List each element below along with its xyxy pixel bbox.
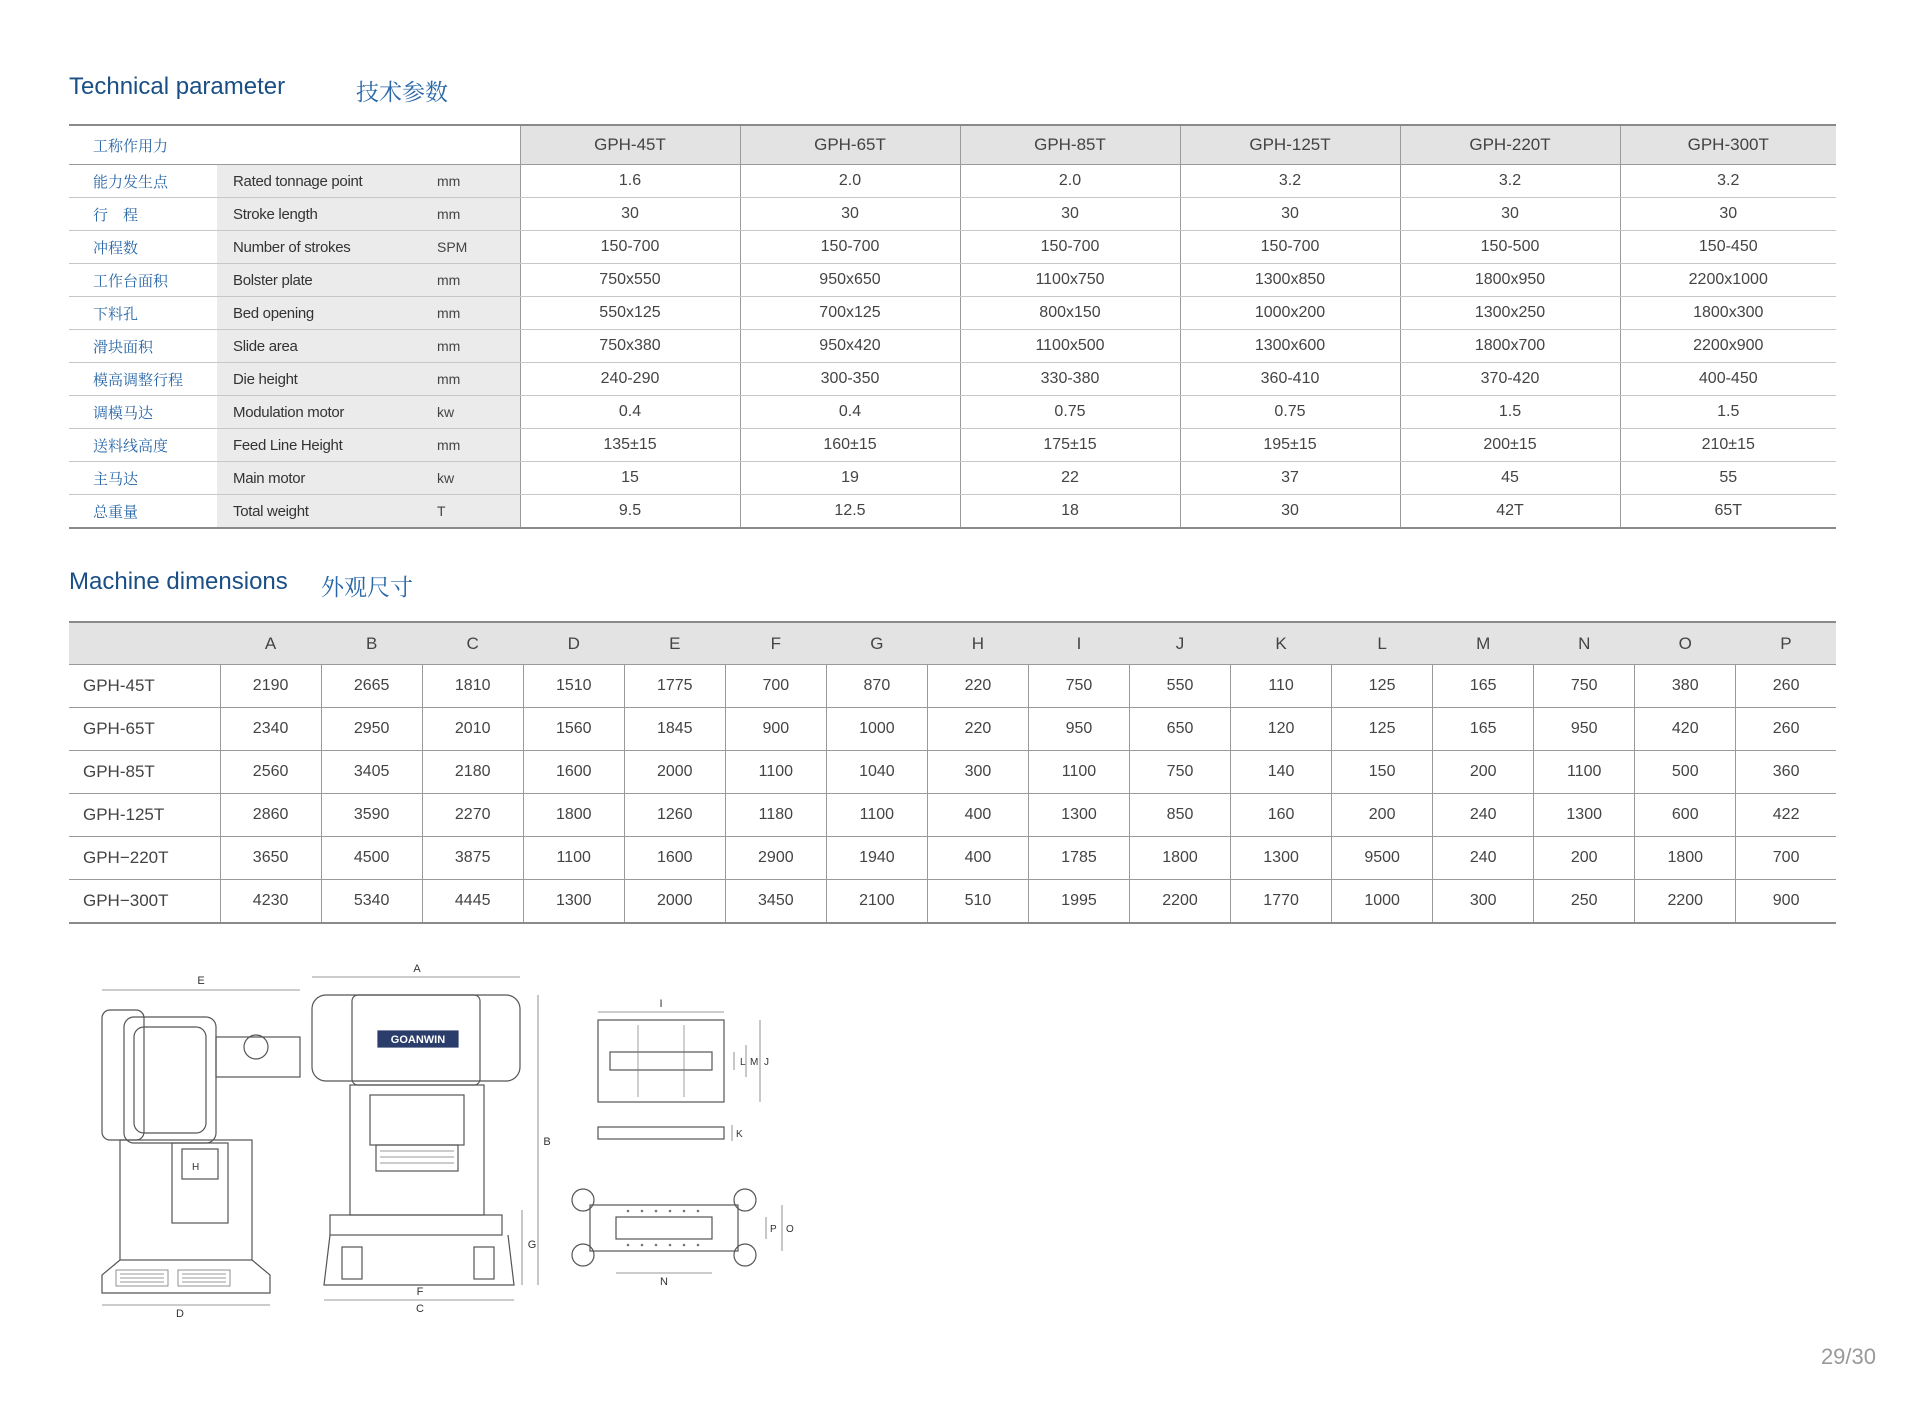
param-value: 0.75 [960, 396, 1180, 429]
param-unit: mm [419, 264, 520, 297]
dims-value: 1100 [826, 794, 927, 837]
param-value: 400-450 [1620, 363, 1836, 396]
dim-label-a: A [413, 963, 421, 975]
dims-value: 700 [1736, 837, 1836, 880]
param-value: 30 [1180, 198, 1400, 231]
dims-column-header: E [624, 622, 725, 665]
param-value: 1100x500 [960, 330, 1180, 363]
param-name-cn: 冲程数 [69, 231, 217, 264]
dims-value: 950 [1028, 708, 1129, 751]
tech-row [69, 396, 1836, 429]
dims-title-en: Machine dimensions [69, 568, 288, 595]
dims-section-title [69, 568, 413, 601]
dims-value: 1300 [1028, 794, 1129, 837]
param-value: 1300x600 [1180, 330, 1400, 363]
param-value: 175±15 [960, 429, 1180, 462]
param-value: 3.2 [1180, 165, 1400, 198]
dims-value: 900 [1736, 880, 1836, 924]
dims-value: 220 [927, 708, 1028, 751]
dims-value: 2010 [422, 708, 523, 751]
dims-value: 420 [1635, 708, 1736, 751]
dim-label-m: M [750, 1057, 759, 1068]
dims-row [69, 880, 1836, 924]
dim-label-b: B [543, 1136, 551, 1148]
dim-label-o: O [786, 1224, 794, 1235]
tech-row [69, 231, 1836, 264]
param-name-en: Feed Line Height [217, 429, 419, 462]
param-value: 160±15 [740, 429, 960, 462]
dims-value: 220 [927, 665, 1028, 708]
dims-column-header: I [1028, 622, 1129, 665]
tech-row [69, 330, 1836, 363]
dims-value: 2900 [725, 837, 826, 880]
dims-value: 1845 [624, 708, 725, 751]
param-value: 210±15 [1620, 429, 1836, 462]
dim-label-f: F [416, 1286, 424, 1298]
param-value: 150-450 [1620, 231, 1836, 264]
param-name-en: Bed opening [217, 297, 419, 330]
dims-value: 4230 [220, 880, 321, 924]
machine-dimensions-table [69, 621, 1836, 924]
dims-value: 2950 [321, 708, 422, 751]
tech-model-header: GPH-65T [740, 125, 960, 165]
dims-value: 3450 [725, 880, 826, 924]
dims-value: 120 [1231, 708, 1332, 751]
dims-value: 2000 [624, 751, 725, 794]
param-value: 1300x250 [1400, 297, 1620, 330]
dims-value: 260 [1736, 665, 1836, 708]
param-name-cn: 主马达 [69, 462, 217, 495]
param-value: 150-700 [740, 231, 960, 264]
dims-value: 400 [927, 794, 1028, 837]
dims-value: 1800 [1130, 837, 1231, 880]
dims-column-header: B [321, 622, 422, 665]
dims-value: 2200 [1635, 880, 1736, 924]
dims-value: 600 [1635, 794, 1736, 837]
dims-value: 2180 [422, 751, 523, 794]
tech-model-header: GPH-220T [1400, 125, 1620, 165]
dims-value: 510 [927, 880, 1028, 924]
param-name-cn: 总重量 [69, 495, 217, 529]
param-value: 45 [1400, 462, 1620, 495]
tech-title-en: Technical parameter [69, 73, 286, 100]
param-value: 30 [520, 198, 740, 231]
dims-value: 1000 [826, 708, 927, 751]
dims-value: 900 [725, 708, 826, 751]
param-name-en: Die height [217, 363, 419, 396]
dims-column-header: P [1736, 622, 1836, 665]
param-value: 330-380 [960, 363, 1180, 396]
dims-model-name: GPH−220T [69, 837, 220, 880]
dims-header-corner [69, 622, 220, 665]
dims-value: 1800 [1635, 837, 1736, 880]
dims-value: 1995 [1028, 880, 1129, 924]
param-value: 3.2 [1620, 165, 1836, 198]
dims-title-cn: 外观尺寸 [321, 575, 413, 601]
tech-title-cn: 技术参数 [356, 80, 448, 106]
tech-corner-label: 工称作用力 [69, 125, 520, 165]
dims-value: 1000 [1332, 880, 1433, 924]
dims-value: 125 [1332, 665, 1433, 708]
dims-value: 5340 [321, 880, 422, 924]
dims-value: 1810 [422, 665, 523, 708]
dims-row [69, 794, 1836, 837]
dims-value: 1785 [1028, 837, 1129, 880]
param-unit: mm [419, 363, 520, 396]
dims-value: 1100 [725, 751, 826, 794]
dims-value: 500 [1635, 751, 1736, 794]
param-value: 30 [1180, 495, 1400, 529]
dims-value: 1510 [523, 665, 624, 708]
param-value: 1800x950 [1400, 264, 1620, 297]
dims-row [69, 751, 1836, 794]
dims-value: 200 [1433, 751, 1534, 794]
param-value: 150-700 [520, 231, 740, 264]
param-value: 300-350 [740, 363, 960, 396]
param-value: 2.0 [960, 165, 1180, 198]
dims-value: 3650 [220, 837, 321, 880]
param-name-en: Total weight [217, 495, 419, 529]
tech-row [69, 198, 1836, 231]
side-view-drawing [102, 975, 300, 1320]
param-unit: mm [419, 330, 520, 363]
dim-label-p: P [770, 1224, 777, 1235]
dims-value: 2860 [220, 794, 321, 837]
dims-value: 300 [927, 751, 1028, 794]
param-value: 1300x850 [1180, 264, 1400, 297]
dims-value: 3875 [422, 837, 523, 880]
param-value: 1800x300 [1620, 297, 1836, 330]
param-value: 55 [1620, 462, 1836, 495]
dims-value: 550 [1130, 665, 1231, 708]
param-value: 30 [740, 198, 960, 231]
tech-row [69, 462, 1836, 495]
dims-value: 140 [1231, 751, 1332, 794]
param-unit: SPM [419, 231, 520, 264]
param-value: 750x380 [520, 330, 740, 363]
dims-value: 750 [1130, 751, 1231, 794]
param-value: 150-500 [1400, 231, 1620, 264]
front-view-drawing [312, 963, 551, 1315]
dim-label-h: H [192, 1162, 200, 1173]
param-name-en: Slide area [217, 330, 419, 363]
param-value: 150-700 [1180, 231, 1400, 264]
dims-value: 870 [826, 665, 927, 708]
dims-column-header: N [1534, 622, 1635, 665]
dims-value: 200 [1534, 837, 1635, 880]
dims-value: 422 [1736, 794, 1836, 837]
dims-value: 4500 [321, 837, 422, 880]
param-value: 135±15 [520, 429, 740, 462]
param-name-cn: 滑块面积 [69, 330, 217, 363]
dims-value: 360 [1736, 751, 1836, 794]
param-unit: mm [419, 297, 520, 330]
param-name-cn: 送料线高度 [69, 429, 217, 462]
dim-label-k: K [736, 1129, 743, 1140]
param-unit: kw [419, 396, 520, 429]
dims-value: 125 [1332, 708, 1433, 751]
dim-label-e: E [197, 975, 205, 987]
dims-row [69, 708, 1836, 751]
dims-value: 380 [1635, 665, 1736, 708]
dims-model-name: GPH-65T [69, 708, 220, 751]
tech-model-header: GPH-300T [1620, 125, 1836, 165]
param-name-cn: 行 程 [69, 198, 217, 231]
param-value: 30 [1620, 198, 1836, 231]
param-name-cn: 下料孔 [69, 297, 217, 330]
param-name-cn: 调模马达 [69, 396, 217, 429]
param-value: 30 [960, 198, 1180, 231]
dims-value: 2100 [826, 880, 927, 924]
machine-drawing [80, 955, 820, 1325]
dims-value: 950 [1534, 708, 1635, 751]
dims-column-header: M [1433, 622, 1534, 665]
dims-value: 165 [1433, 665, 1534, 708]
dims-column-header: J [1130, 622, 1231, 665]
dims-value: 650 [1130, 708, 1231, 751]
dim-label-n: N [660, 1276, 668, 1288]
tech-row [69, 165, 1836, 198]
tech-header-row [69, 125, 1836, 165]
param-name-en: Bolster plate [217, 264, 419, 297]
dims-value: 2000 [624, 880, 725, 924]
param-value: 3.2 [1400, 165, 1620, 198]
param-value: 200±15 [1400, 429, 1620, 462]
dims-model-name: GPH−300T [69, 880, 220, 924]
dim-label-l: L [740, 1057, 746, 1068]
dims-value: 2340 [220, 708, 321, 751]
dims-value: 250 [1534, 880, 1635, 924]
param-name-en: Modulation motor [217, 396, 419, 429]
param-value: 1.5 [1620, 396, 1836, 429]
param-value: 1.6 [520, 165, 740, 198]
param-value: 2200x1000 [1620, 264, 1836, 297]
param-value: 1100x750 [960, 264, 1180, 297]
dims-value: 1180 [725, 794, 826, 837]
tech-model-header: GPH-45T [520, 125, 740, 165]
dims-value: 1940 [826, 837, 927, 880]
param-value: 750x550 [520, 264, 740, 297]
page-number: 29/30 [1820, 1344, 1876, 1369]
dims-value: 240 [1433, 837, 1534, 880]
dims-value: 1560 [523, 708, 624, 751]
dims-value: 1260 [624, 794, 725, 837]
param-value: 1000x200 [1180, 297, 1400, 330]
dims-value: 1770 [1231, 880, 1332, 924]
dims-value: 750 [1028, 665, 1129, 708]
dims-column-header: A [220, 622, 321, 665]
bed-plan-drawing [572, 1189, 794, 1288]
dims-value: 3590 [321, 794, 422, 837]
dims-value: 1600 [624, 837, 725, 880]
param-value: 950x650 [740, 264, 960, 297]
tech-model-header: GPH-85T [960, 125, 1180, 165]
dims-value: 1100 [1534, 751, 1635, 794]
dims-value: 300 [1433, 880, 1534, 924]
param-value: 0.75 [1180, 396, 1400, 429]
param-value: 370-420 [1400, 363, 1620, 396]
param-value: 950x420 [740, 330, 960, 363]
param-unit: mm [419, 165, 520, 198]
tech-row [69, 297, 1836, 330]
tech-row [69, 363, 1836, 396]
param-value: 42T [1400, 495, 1620, 529]
param-value: 18 [960, 495, 1180, 529]
dims-value: 1775 [624, 665, 725, 708]
dims-value: 400 [927, 837, 1028, 880]
dims-column-header: F [725, 622, 826, 665]
dims-value: 3405 [321, 751, 422, 794]
dims-value: 700 [725, 665, 826, 708]
dims-value: 1300 [523, 880, 624, 924]
dims-model-name: GPH-85T [69, 751, 220, 794]
param-value: 0.4 [740, 396, 960, 429]
param-name-cn: 能力发生点 [69, 165, 217, 198]
dims-value: 160 [1231, 794, 1332, 837]
dims-value: 1600 [523, 751, 624, 794]
param-value: 240-290 [520, 363, 740, 396]
param-name-cn: 工作台面积 [69, 264, 217, 297]
param-value: 1.5 [1400, 396, 1620, 429]
dims-value: 4445 [422, 880, 523, 924]
param-value: 150-700 [960, 231, 1180, 264]
dims-column-header: O [1635, 622, 1736, 665]
param-value: 30 [1400, 198, 1620, 231]
param-value: 550x125 [520, 297, 740, 330]
dims-value: 165 [1433, 708, 1534, 751]
param-name-en: Main motor [217, 462, 419, 495]
dim-label-d: D [176, 1308, 184, 1320]
param-value: 65T [1620, 495, 1836, 529]
tech-row [69, 495, 1836, 529]
dims-model-name: GPH-45T [69, 665, 220, 708]
param-value: 360-410 [1180, 363, 1400, 396]
dims-value: 2665 [321, 665, 422, 708]
dims-value: 850 [1130, 794, 1231, 837]
dims-column-header: G [826, 622, 927, 665]
dims-value: 1100 [523, 837, 624, 880]
dims-value: 1300 [1534, 794, 1635, 837]
dims-value: 2190 [220, 665, 321, 708]
dims-value: 2560 [220, 751, 321, 794]
dims-value: 150 [1332, 751, 1433, 794]
brand-logo: GOANWIN [390, 1034, 446, 1046]
dims-column-header: H [927, 622, 1028, 665]
dims-row [69, 665, 1836, 708]
param-value: 9.5 [520, 495, 740, 529]
dims-value: 1300 [1231, 837, 1332, 880]
dims-column-header: L [1332, 622, 1433, 665]
param-name-cn: 模高调整行程 [69, 363, 217, 396]
param-value: 37 [1180, 462, 1400, 495]
param-unit: mm [419, 198, 520, 231]
dims-value: 1040 [826, 751, 927, 794]
param-value: 2.0 [740, 165, 960, 198]
dim-label-g: G [527, 1239, 537, 1251]
dims-value: 2270 [422, 794, 523, 837]
dims-model-name: GPH-125T [69, 794, 220, 837]
dim-label-j: J [764, 1057, 769, 1068]
tech-model-header: GPH-125T [1180, 125, 1400, 165]
param-unit: T [419, 495, 520, 529]
param-value: 0.4 [520, 396, 740, 429]
param-value: 2200x900 [1620, 330, 1836, 363]
dims-column-header: C [422, 622, 523, 665]
dims-value: 200 [1332, 794, 1433, 837]
dims-value: 2200 [1130, 880, 1231, 924]
dims-value: 750 [1534, 665, 1635, 708]
param-value: 800x150 [960, 297, 1180, 330]
tech-row [69, 429, 1836, 462]
param-name-en: Number of strokes [217, 231, 419, 264]
dims-value: 1800 [523, 794, 624, 837]
param-unit: kw [419, 462, 520, 495]
dims-value: 110 [1231, 665, 1332, 708]
param-value: 22 [960, 462, 1180, 495]
dims-column-header: K [1231, 622, 1332, 665]
param-value: 195±15 [1180, 429, 1400, 462]
dims-value: 260 [1736, 708, 1836, 751]
param-value: 19 [740, 462, 960, 495]
tech-row [69, 264, 1836, 297]
param-value: 12.5 [740, 495, 960, 529]
dims-column-header: D [523, 622, 624, 665]
param-unit: mm [419, 429, 520, 462]
dims-header-row [69, 622, 1836, 665]
dims-value: 240 [1433, 794, 1534, 837]
dim-label-c: C [416, 1303, 424, 1315]
dims-value: 1100 [1028, 751, 1129, 794]
param-name-en: Rated tonnage point [217, 165, 419, 198]
technical-parameter-table [69, 124, 1836, 529]
dims-row [69, 837, 1836, 880]
tech-section-title [69, 73, 448, 106]
bolster-plate-drawing [598, 998, 769, 1141]
param-name-en: Stroke length [217, 198, 419, 231]
param-value: 700x125 [740, 297, 960, 330]
dims-value: 9500 [1332, 837, 1433, 880]
param-value: 15 [520, 462, 740, 495]
param-value: 1800x700 [1400, 330, 1620, 363]
dim-label-i: I [659, 998, 663, 1010]
